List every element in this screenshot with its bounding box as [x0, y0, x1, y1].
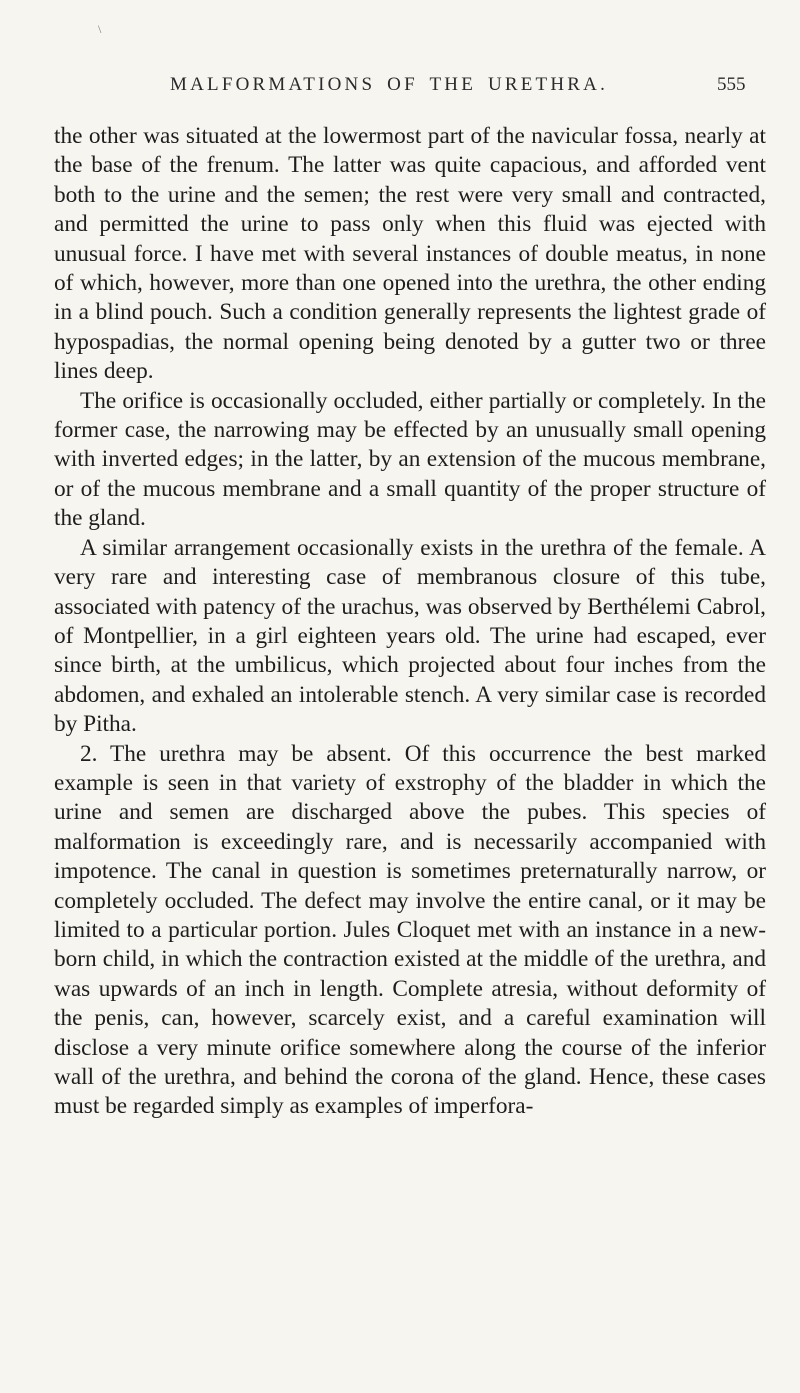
paragraph-4: 2. The urethra may be absent. Of this occurrence the best marked example is seen in that variety of exstrophy of the bladder in which the urine and semen are discharged above the pubes. This species of malformation is exceedingly rare, and is necessarily accompanied with impotence. The canal in question is sometimes preternaturally narrow, or completely occluded. The defect may involve the entire canal, or it may be limited to a particular portion. Jules Cloquet met with an instance in a new-born child, in which the contraction existed at the middle of the urethra, and was upwards of an inch in length. Complete atresia, without deformity of the penis, can, however, scarcely exist, and a careful examination will disclose a very minute orifice somewhere along the course of the inferior wall of the urethra, and behind the corona of the gland. Hence, these cases must be regarded simply as examples of imperfora-	[54, 740, 766, 1120]
page-number: 555	[717, 74, 746, 95]
margin-mark: \	[98, 22, 102, 36]
paragraph-1: the other was situated at the lowermost part of the navicular fossa, nearly at the base of the frenum. The latter was quite capacious, and afforded vent both to the urine and the semen; the rest were very small and contracted, and permitted the urine to pass only when this fluid was ejected with unusual force. I have met with several instances of double meatus, in none of which, however, more than one opened into the urethra, the other ending in a blind pouch. Such a condition generally represents the lightest grade of hypospadias, the normal opening being denoted by a gutter two or three lines deep.	[54, 123, 766, 385]
page-header	[0, 74, 800, 104]
body-text	[54, 122, 766, 1122]
running-title: MALFORMATIONS OF THE URETHRA.	[170, 74, 609, 95]
paragraph-3: A similar arrangement occasionally exists in the urethra of the female. A very rare and interesting case of membranous closure of this tube, associated with patency of the urachus, was observed by Berthélemi Cabrol, of Montpellier, in a girl eighteen years old. The urine had escaped, ever since birth, at the umbilicus, which projected about four inches from the abdomen, and exhaled an intolerable stench. A very similar case is recorded by Pitha.	[54, 534, 766, 738]
paragraph-2: The orifice is occasionally occluded, either partially or completely. In the former case, the narrowing may be effected by an unusually small opening with inverted edges; in the latter, by an extension of the mucous membrane, or of the mucous membrane and a small quantity of the proper structure of the gland.	[54, 387, 766, 532]
